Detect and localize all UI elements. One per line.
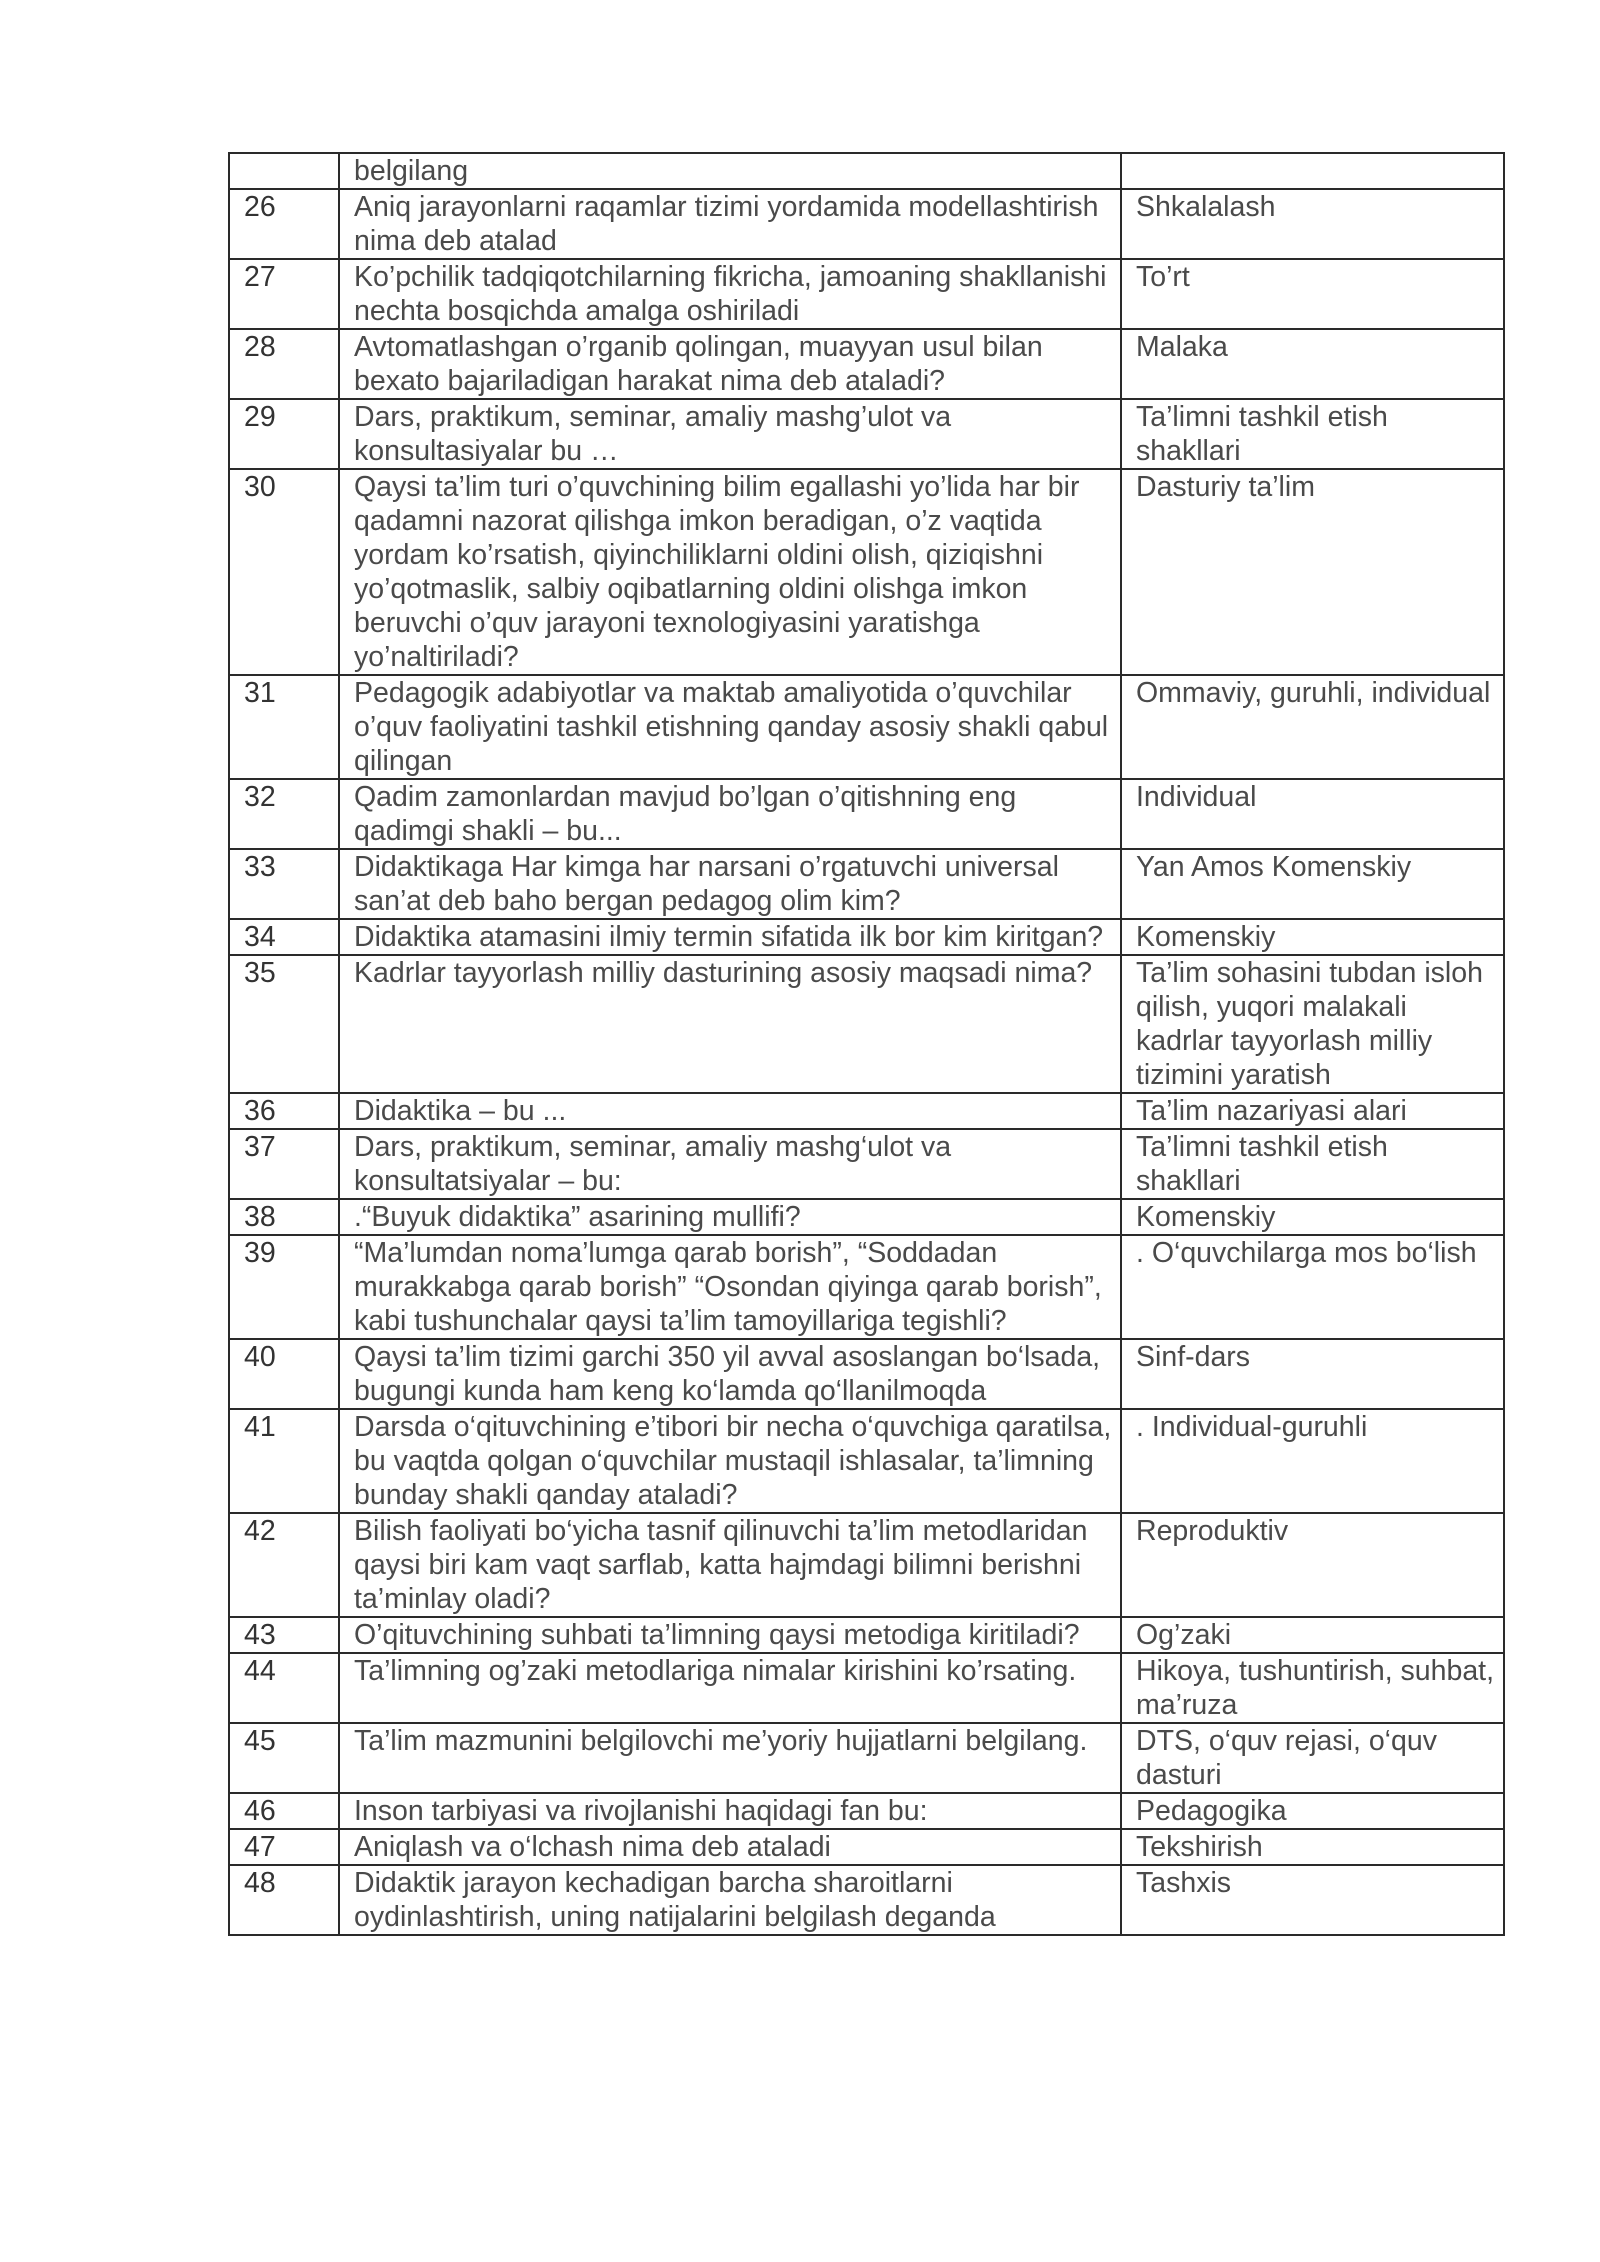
row-number: 30 [244, 471, 276, 503]
question-cell [339, 1339, 1121, 1409]
answer-cell [1121, 849, 1504, 919]
row-number-cell [229, 1235, 339, 1339]
question-text: Ta’lim mazmunini belgilovchi me’yoriy hujjatlarni belgilang. [354, 1725, 1088, 1757]
question-cell [339, 919, 1121, 955]
question-cell [339, 1093, 1121, 1129]
question-text: O’qituvchining suhbati ta’limning qaysi metodiga kiritiladi? [354, 1619, 1080, 1651]
table-row [229, 1339, 1504, 1409]
question-text: Ta’limning og’zaki metodlariga nimalar kirishini ko’rsating. [354, 1655, 1077, 1687]
row-number: 28 [244, 331, 276, 363]
row-number: 37 [244, 1131, 276, 1163]
question-cell [339, 955, 1121, 1093]
table-row [229, 329, 1504, 399]
row-number-cell [229, 399, 339, 469]
row-number-cell [229, 1093, 339, 1129]
row-number: 43 [244, 1619, 276, 1651]
row-number-cell [229, 1199, 339, 1235]
answer-text: To’rt [1136, 261, 1190, 293]
answer-cell [1121, 1865, 1504, 1935]
question-cell [339, 259, 1121, 329]
question-cell [339, 1793, 1121, 1829]
row-number-cell [229, 955, 339, 1093]
question-cell [339, 189, 1121, 259]
answer-cell [1121, 1617, 1504, 1653]
question-text: Bilish faoliyati bo‘yicha tasnif qilinuvchi ta’lim metodlaridan qaysi biri kam vaqt sarflab, katta hajmdagi bilimni berishni ta’minlay oladi? [354, 1515, 1088, 1615]
question-cell [339, 153, 1121, 189]
question-text: “Ma’lumdan noma’lumga qarab borish”, “Soddadan murakkabga qarab borish” “Osondan qiyinga qarab borish”, kabi tushunchalar qaysi ta’lim tamoyillariga tegishli? [354, 1237, 1102, 1337]
answer-text: Komenskiy [1136, 921, 1276, 953]
question-text: Qaysi ta’lim tizimi garchi 350 yil avval asoslangan bo‘lsada, bugungi kunda ham keng ko‘lamda qo‘llanilmoqda [354, 1341, 1101, 1407]
row-number-cell [229, 675, 339, 779]
answer-cell [1121, 1235, 1504, 1339]
answer-text: Ta’limni tashkil etish shakllari [1136, 401, 1388, 467]
answer-text: Og’zaki [1136, 1619, 1232, 1651]
row-number-cell [229, 1829, 339, 1865]
question-text: Aniq jarayonlarni raqamlar tizimi yordamida modellashtirish nima deb atalad [354, 191, 1099, 257]
answer-text: Sinf-dars [1136, 1341, 1251, 1373]
table-row [229, 469, 1504, 675]
row-number-cell [229, 259, 339, 329]
row-number: 32 [244, 781, 276, 813]
table-row [229, 1093, 1504, 1129]
answer-text: Shkalalash [1136, 191, 1276, 223]
answer-cell [1121, 329, 1504, 399]
answer-cell [1121, 469, 1504, 675]
row-number: 38 [244, 1201, 276, 1233]
answer-cell [1121, 1653, 1504, 1723]
question-text: .“Buyuk didaktika” asarining mullifi? [354, 1201, 801, 1233]
row-number: 44 [244, 1655, 276, 1687]
answer-text: Malaka [1136, 331, 1228, 363]
answer-cell [1121, 189, 1504, 259]
table-row [229, 1199, 1504, 1235]
question-text: belgilang [354, 155, 469, 187]
answer-text: Tekshirish [1136, 1831, 1263, 1863]
answer-text: Ta’lim nazariyasi alari [1136, 1095, 1407, 1127]
table-row [229, 153, 1504, 189]
question-cell [339, 1829, 1121, 1865]
answer-text: Individual [1136, 781, 1257, 813]
row-number: 40 [244, 1341, 276, 1373]
question-text: Didaktik jarayon kechadigan barcha sharoitlarni oydinlashtirish, uning natijalarini belgilash deganda [354, 1867, 996, 1933]
row-number-cell [229, 1513, 339, 1617]
row-number: 46 [244, 1795, 276, 1827]
answer-text: . Individual-guruhli [1136, 1411, 1368, 1443]
table-row [229, 1235, 1504, 1339]
table-row [229, 779, 1504, 849]
table-row [229, 675, 1504, 779]
question-cell [339, 399, 1121, 469]
answer-cell [1121, 259, 1504, 329]
question-text: Inson tarbiyasi va rivojlanishi haqidagi fan bu: [354, 1795, 928, 1827]
row-number-cell [229, 779, 339, 849]
table-row [229, 1723, 1504, 1793]
question-text: Ko’pchilik tadqiqotchilarning fikricha, jamoaning shakllanishi nechta bosqichda amalga oshiriladi [354, 261, 1107, 327]
question-cell [339, 1723, 1121, 1793]
row-number-cell [229, 1793, 339, 1829]
row-number: 35 [244, 957, 276, 989]
answer-text: Komenskiy [1136, 1201, 1276, 1233]
row-number: 26 [244, 191, 276, 223]
row-number: 42 [244, 1515, 276, 1547]
row-number: 36 [244, 1095, 276, 1127]
question-cell [339, 1409, 1121, 1513]
table-row [229, 189, 1504, 259]
question-text: Didaktikaga Har kimga har narsani o’rgatuvchi universal san’at deb baho bergan pedagog olim kim? [354, 851, 1059, 917]
answer-cell [1121, 1093, 1504, 1129]
answer-text: Tashxis [1136, 1867, 1232, 1899]
question-text: Qadim zamonlardan mavjud bo’lgan o’qitishning eng qadimgi shakli – bu... [354, 781, 1017, 847]
row-number-cell [229, 153, 339, 189]
row-number: 41 [244, 1411, 276, 1443]
question-cell [339, 329, 1121, 399]
table-row [229, 1409, 1504, 1513]
row-number-cell [229, 1865, 339, 1935]
answer-cell [1121, 955, 1504, 1093]
answer-text: DTS, o‘quv rejasi, o‘quv dasturi [1136, 1725, 1437, 1791]
question-cell [339, 675, 1121, 779]
row-number-cell [229, 189, 339, 259]
table-row [229, 955, 1504, 1093]
answer-text: Reproduktiv [1136, 1515, 1289, 1547]
question-cell [339, 849, 1121, 919]
question-text: Didaktika atamasini ilmiy termin sifatida ilk bor kim kiritgan? [354, 921, 1104, 953]
row-number-cell [229, 919, 339, 955]
answer-text: Ta’limni tashkil etish shakllari [1136, 1131, 1388, 1197]
answer-text: Ta’lim sohasini tubdan isloh qilish, yuqori malakali kadrlar tayyorlash milliy tizimini yaratish [1136, 957, 1483, 1091]
row-number: 47 [244, 1831, 276, 1863]
answer-cell [1121, 1829, 1504, 1865]
answer-cell [1121, 675, 1504, 779]
row-number-cell [229, 1129, 339, 1199]
row-number-cell [229, 849, 339, 919]
question-cell [339, 1129, 1121, 1199]
answer-cell [1121, 399, 1504, 469]
answer-cell [1121, 1793, 1504, 1829]
question-text: Avtomatlashgan o’rganib qolingan, muayyan usul bilan bexato bajariladigan harakat nima deb ataladi? [354, 331, 1043, 397]
answer-cell [1121, 1129, 1504, 1199]
answer-cell [1121, 779, 1504, 849]
question-cell [339, 1513, 1121, 1617]
row-number: 45 [244, 1725, 276, 1757]
table-row [229, 1829, 1504, 1865]
question-cell [339, 1617, 1121, 1653]
table-row [229, 1617, 1504, 1653]
table-row [229, 1865, 1504, 1935]
row-number-cell [229, 1409, 339, 1513]
question-cell [339, 1199, 1121, 1235]
row-number: 31 [244, 677, 276, 709]
question-text: Pedagogik adabiyotlar va maktab amaliyotida o’quvchilar o’quv faoliyatini tashkil etishning qanday asosiy shakli qabul qilingan [354, 677, 1109, 777]
answer-cell [1121, 1513, 1504, 1617]
question-answer-table [228, 152, 1505, 1936]
answer-text: . O‘quvchilarga mos bo‘lish [1136, 1237, 1477, 1269]
row-number-cell [229, 469, 339, 675]
table-row [229, 259, 1504, 329]
question-text: Didaktika – bu ... [354, 1095, 567, 1127]
row-number-cell [229, 1723, 339, 1793]
row-number-cell [229, 329, 339, 399]
answer-cell [1121, 153, 1504, 189]
answer-cell [1121, 1723, 1504, 1793]
table-row [229, 1129, 1504, 1199]
question-text: Dars, praktikum, seminar, amaliy mashg’ulot va konsultasiyalar bu … [354, 401, 952, 467]
table-row [229, 849, 1504, 919]
row-number-cell [229, 1653, 339, 1723]
table-body [229, 153, 1504, 1935]
question-cell [339, 1653, 1121, 1723]
answer-cell [1121, 1409, 1504, 1513]
answer-cell [1121, 1199, 1504, 1235]
question-text: Aniqlash va o‘lchash nima deb ataladi [354, 1831, 831, 1863]
row-number: 29 [244, 401, 276, 433]
row-number: 34 [244, 921, 276, 953]
table-row [229, 399, 1504, 469]
row-number: 39 [244, 1237, 276, 1269]
question-cell [339, 469, 1121, 675]
row-number: 27 [244, 261, 276, 293]
row-number: 33 [244, 851, 276, 883]
table-row [229, 1793, 1504, 1829]
table-row [229, 919, 1504, 955]
answer-text: Dasturiy ta’lim [1136, 471, 1315, 503]
answer-text: Ommaviy, guruhli, individual [1136, 677, 1491, 709]
question-cell [339, 779, 1121, 849]
row-number: 48 [244, 1867, 276, 1899]
question-text: Darsda o‘qituvchining e’tibori bir necha o‘quvchiga qaratilsa, bu vaqtda qolgan o‘quvchilar mustaqil ishlasalar, ta’limning bunday shakli qanday ataladi? [354, 1411, 1112, 1511]
answer-cell [1121, 1339, 1504, 1409]
table-row [229, 1513, 1504, 1617]
row-number-cell [229, 1617, 339, 1653]
answer-cell [1121, 919, 1504, 955]
answer-text: Hikoya, tushuntirish, suhbat, ma’ruza [1136, 1655, 1495, 1721]
question-text: Dars, praktikum, seminar, amaliy mashg‘ulot va konsultatsiyalar – bu: [354, 1131, 952, 1197]
question-text: Qaysi ta’lim turi o’quvchining bilim egallashi yo’lida har bir qadamni nazorat qilishga imkon beradigan, o’z vaqtida yordam ko’rsatish, qiyinchiliklarni oldini olish, qiziqishni yo’qotmaslik, salbiy oqibatlarning oldini olishga imkon beruvchi o’quv jarayoni texnologiyasini yaratishga yo’naltiriladi? [354, 471, 1080, 673]
table-row [229, 1653, 1504, 1723]
row-number-cell [229, 1339, 339, 1409]
question-cell [339, 1865, 1121, 1935]
question-cell [339, 1235, 1121, 1339]
answer-text: Yan Amos Komenskiy [1136, 851, 1412, 883]
answer-text: Pedagogika [1136, 1795, 1287, 1827]
question-text: Kadrlar tayyorlash milliy dasturining asosiy maqsadi nima? [354, 957, 1093, 989]
